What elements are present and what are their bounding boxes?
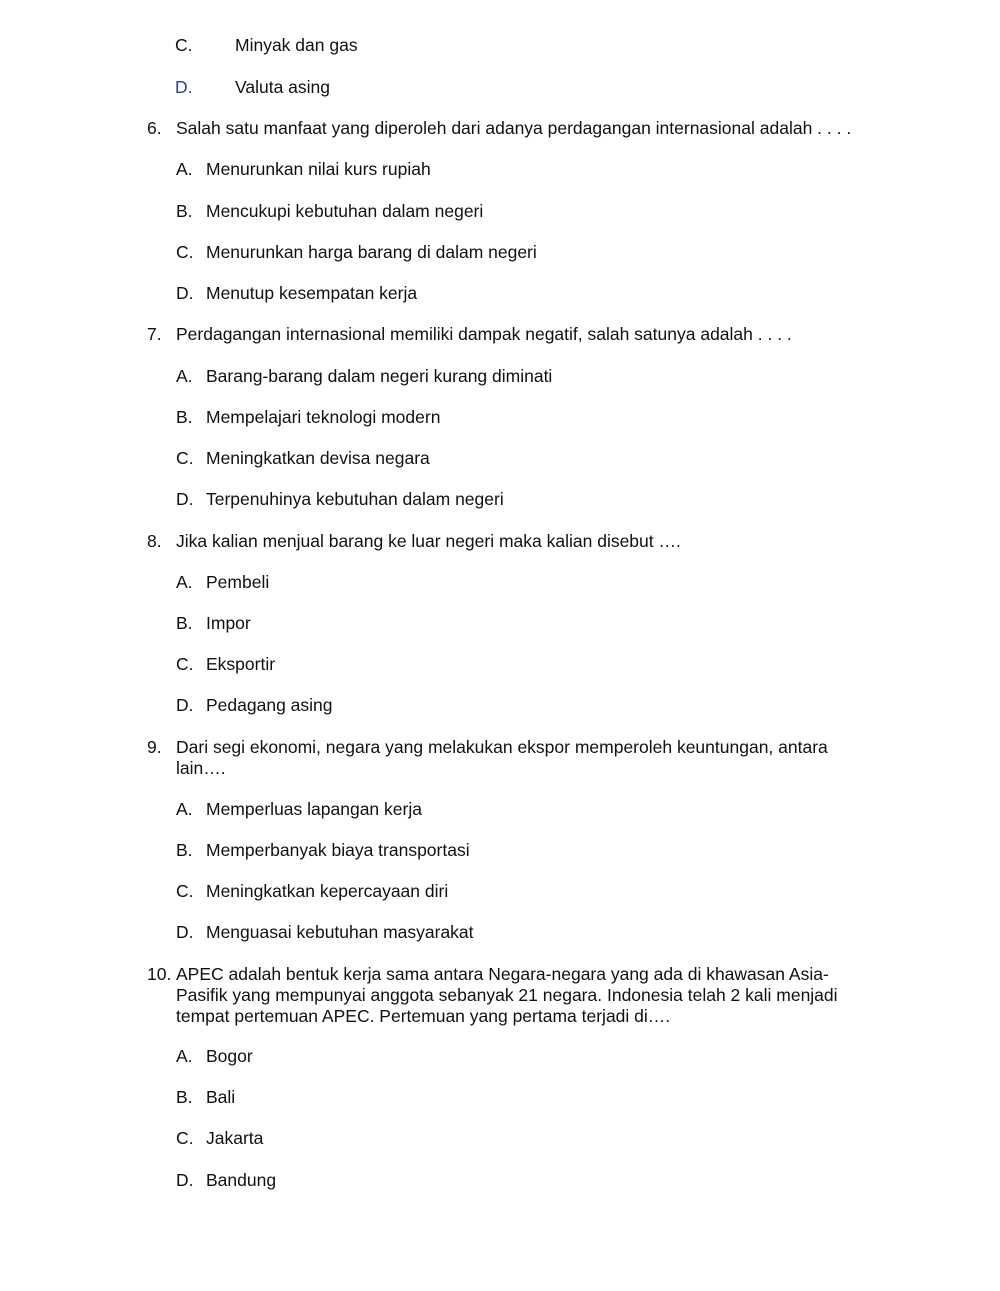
question-number: 10.	[147, 964, 172, 984]
option-letter: B.	[176, 840, 193, 860]
option-text: Menguasai kebutuhan masyarakat	[206, 922, 474, 942]
option-letter: D.	[176, 1170, 194, 1190]
option-text: Valuta asing	[235, 77, 331, 97]
option-text: Eksportir	[206, 654, 276, 674]
option-letter: B.	[176, 201, 193, 221]
option-text: Terpenuhinya kebutuhan dalam negeri	[206, 489, 504, 509]
option-letter: A.	[176, 159, 193, 179]
option-letter: C.	[176, 654, 194, 674]
option-text: Bali	[206, 1087, 236, 1107]
option-text: Pembeli	[206, 572, 270, 592]
option-letter: B.	[176, 407, 193, 427]
option-text: Menurunkan harga barang di dalam negeri	[206, 242, 537, 262]
option-text: Memperluas lapangan kerja	[206, 799, 422, 819]
option-letter: C.	[176, 242, 194, 262]
option-text: Meningkatkan kepercayaan diri	[206, 881, 449, 901]
option-letter: C.	[175, 35, 193, 55]
option-text: Meningkatkan devisa negara	[206, 448, 430, 468]
option-letter: D.	[176, 695, 194, 715]
question-text: APEC adalah bentuk kerja sama antara Negara-negara yang ada di khawasan Asia-Pasifik yang mempunyai anggota sebanyak 21 negara. Indonesia telah 2 kali menjadi tempat pertemuan APEC. Pertemuan yang pertama terjadi di….	[176, 964, 838, 1026]
option-letter: D.	[176, 283, 194, 303]
option-letter: D.	[176, 489, 194, 509]
question-text: Dari segi ekonomi, negara yang melakukan ekspor memperoleh keuntungan, antara lain….	[176, 737, 828, 778]
question-number: 6.	[147, 118, 162, 138]
option-letter: B.	[176, 613, 193, 633]
option-letter: A.	[176, 1046, 193, 1066]
option-text: Barang-barang dalam negeri kurang diminati	[206, 366, 553, 386]
option-letter: D.	[175, 77, 193, 97]
question-number: 7.	[147, 324, 162, 344]
option-text: Bandung	[206, 1170, 277, 1190]
option-text: Mencukupi kebutuhan dalam negeri	[206, 201, 484, 221]
option-text: Menutup kesempatan kerja	[206, 283, 418, 303]
option-letter: B.	[176, 1087, 193, 1107]
option-text: Menurunkan nilai kurs rupiah	[206, 159, 431, 179]
question-text: Perdagangan internasional memiliki dampak negatif, salah satunya adalah . . . .	[176, 324, 792, 344]
option-text: Minyak dan gas	[235, 35, 358, 55]
question-number: 8.	[147, 531, 162, 551]
option-letter: A.	[176, 799, 193, 819]
option-text: Pedagang asing	[206, 695, 333, 715]
question-text: Jika kalian menjual barang ke luar negeri maka kalian disebut ….	[176, 531, 681, 551]
option-text: Jakarta	[206, 1128, 264, 1148]
option-letter: D.	[176, 922, 194, 942]
option-letter: C.	[176, 448, 194, 468]
option-text: Memperbanyak biaya transportasi	[206, 840, 470, 860]
option-text: Mempelajari teknologi modern	[206, 407, 441, 427]
option-text: Impor	[206, 613, 251, 633]
option-text: Bogor	[206, 1046, 253, 1066]
question-number: 9.	[147, 737, 162, 757]
option-letter: C.	[176, 1128, 194, 1148]
option-letter: A.	[176, 572, 193, 592]
question-text: Salah satu manfaat yang diperoleh dari adanya perdagangan internasional adalah . . . .	[176, 118, 852, 138]
option-letter: C.	[176, 881, 194, 901]
option-letter: A.	[176, 366, 193, 386]
